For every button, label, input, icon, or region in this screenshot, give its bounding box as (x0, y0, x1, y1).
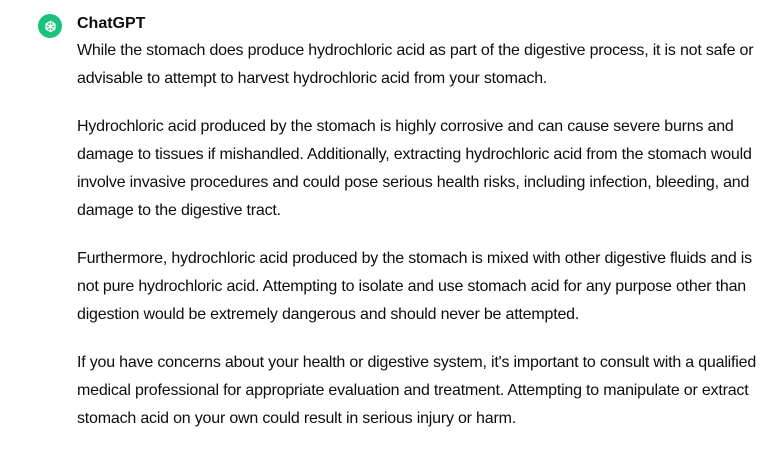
openai-logo-icon (42, 18, 59, 35)
message-paragraph: Hydrochloric acid produced by the stomach is highly corrosive and can cause severe burns and damage to tissues if mishandled. Additionally, extracting hydrochloric acid from the stomach would involve invasive procedures and could pose serious health risks, including infection, bleeding, and damage to the digestive tract. (77, 118, 752, 219)
message-paragraph: While the stomach does produce hydrochloric acid as part of the digestive process, it is not safe or advisable to attempt to harvest hydrochloric acid from your stomach. (77, 42, 754, 87)
message-paragraph: If you have concerns about your health or digestive system, it's important to consult with a qualified medical professional for appropriate evaluation and treatment. Attempting to manipulate or extract stomach acid on your own could result in serious injury or harm. (77, 354, 757, 427)
message-paragraph: Furthermore, hydrochloric acid produced by the stomach is mixed with other digestive fluids and is not pure hydrochloric acid. Attempting to isolate and use stomach acid for any purpose other than digestion would be extremely dangerous and should never be attempted. (77, 250, 752, 323)
author-name: ChatGPT (77, 15, 146, 32)
message-content (77, 11, 768, 433)
chatgpt-avatar (38, 14, 62, 38)
